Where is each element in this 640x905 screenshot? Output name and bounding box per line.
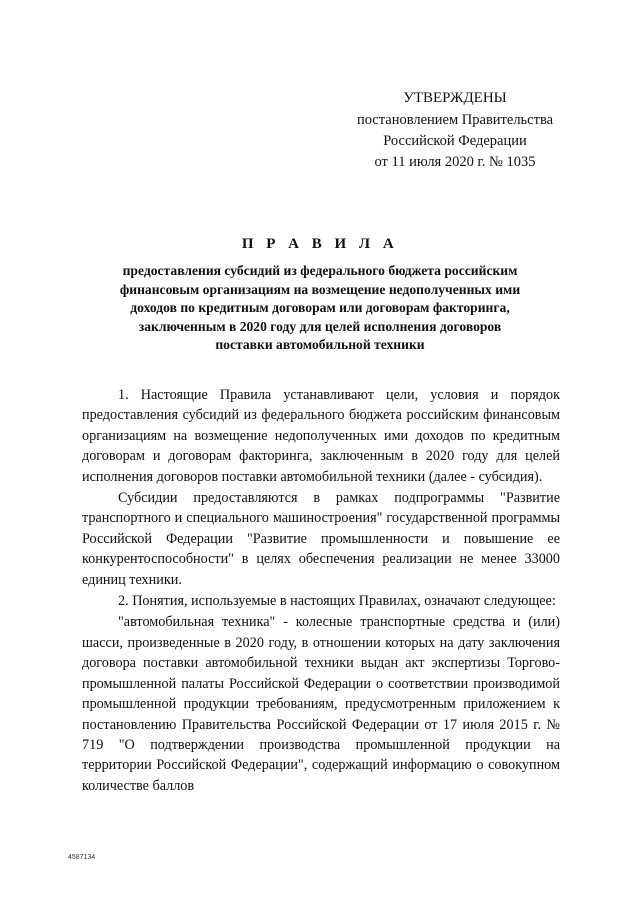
paragraph-2: Субсидии предоставляются в рамках подпрограммы "Развитие транспортного и специального машиностроения" государственной программы Российской Федерации "Развитие промышленности и повышение ее конкурентоспособности" в целях обеспечения реализации не менее 33000 единиц техники. xyxy=(82,490,560,588)
subtitle-line: финансовым организациям на возмещение недополученных ими xyxy=(119,281,521,297)
document-body xyxy=(82,385,560,797)
paragraph-1: 1. Настоящие Правила устанавливают цели, условия и порядок предоставления субсидий из федерального бюджета российским финансовым организациям на возмещение недополученных ими доходов по кредитным договорам и договорам факторинга, заключенным в 2020 году для целей исполнения договоров поставки автомобильной техники (далее - субсидия). xyxy=(82,387,560,485)
document-title: П Р А В И Л А xyxy=(241,236,399,252)
subtitle-line: заключенным в 2020 году для целей исполнения договоров xyxy=(138,318,502,334)
subtitle-line: предоставления субсидий из федерального бюджета российским xyxy=(122,263,518,278)
approval-heading: УТВЕРЖДЕНЫ xyxy=(403,90,507,106)
footer-document-code: 4587134 xyxy=(68,854,96,861)
document-subtitle xyxy=(0,262,640,355)
approval-line-1: постановлением Правительства xyxy=(356,112,554,128)
paragraph-3: 2. Понятия, используемые в настоящих Правилах, означают следующее: xyxy=(118,593,556,610)
subtitle-line: доходов по кредитным договорам или договорам факторинга, xyxy=(130,300,510,316)
approval-line-2: Российской Федерации xyxy=(383,133,527,149)
paragraph-4: "автомобильная техника" - колесные транспортные средства и (или) шасси, произведенные в 2020 году, в отношении которых на дату заключения договора поставки автомобильной техники выдан акт экспертизы Торгово-промышленной палаты Российской Федерации о соответствии производимой промышленной продукции требованиям, предусмотренным приложением к постановлению Правительства Российской Федерации от 17 июля 2015 г. № 719 "О подтверждении производства промышленной продукции на территории Российской Федерации", содержащий информацию о совокупном количестве баллов xyxy=(82,614,560,794)
approval-line-3: от 11 июля 2020 г. № 1035 xyxy=(374,154,536,170)
subtitle-line: поставки автомобильной техники xyxy=(215,337,425,353)
approval-block xyxy=(340,88,570,173)
